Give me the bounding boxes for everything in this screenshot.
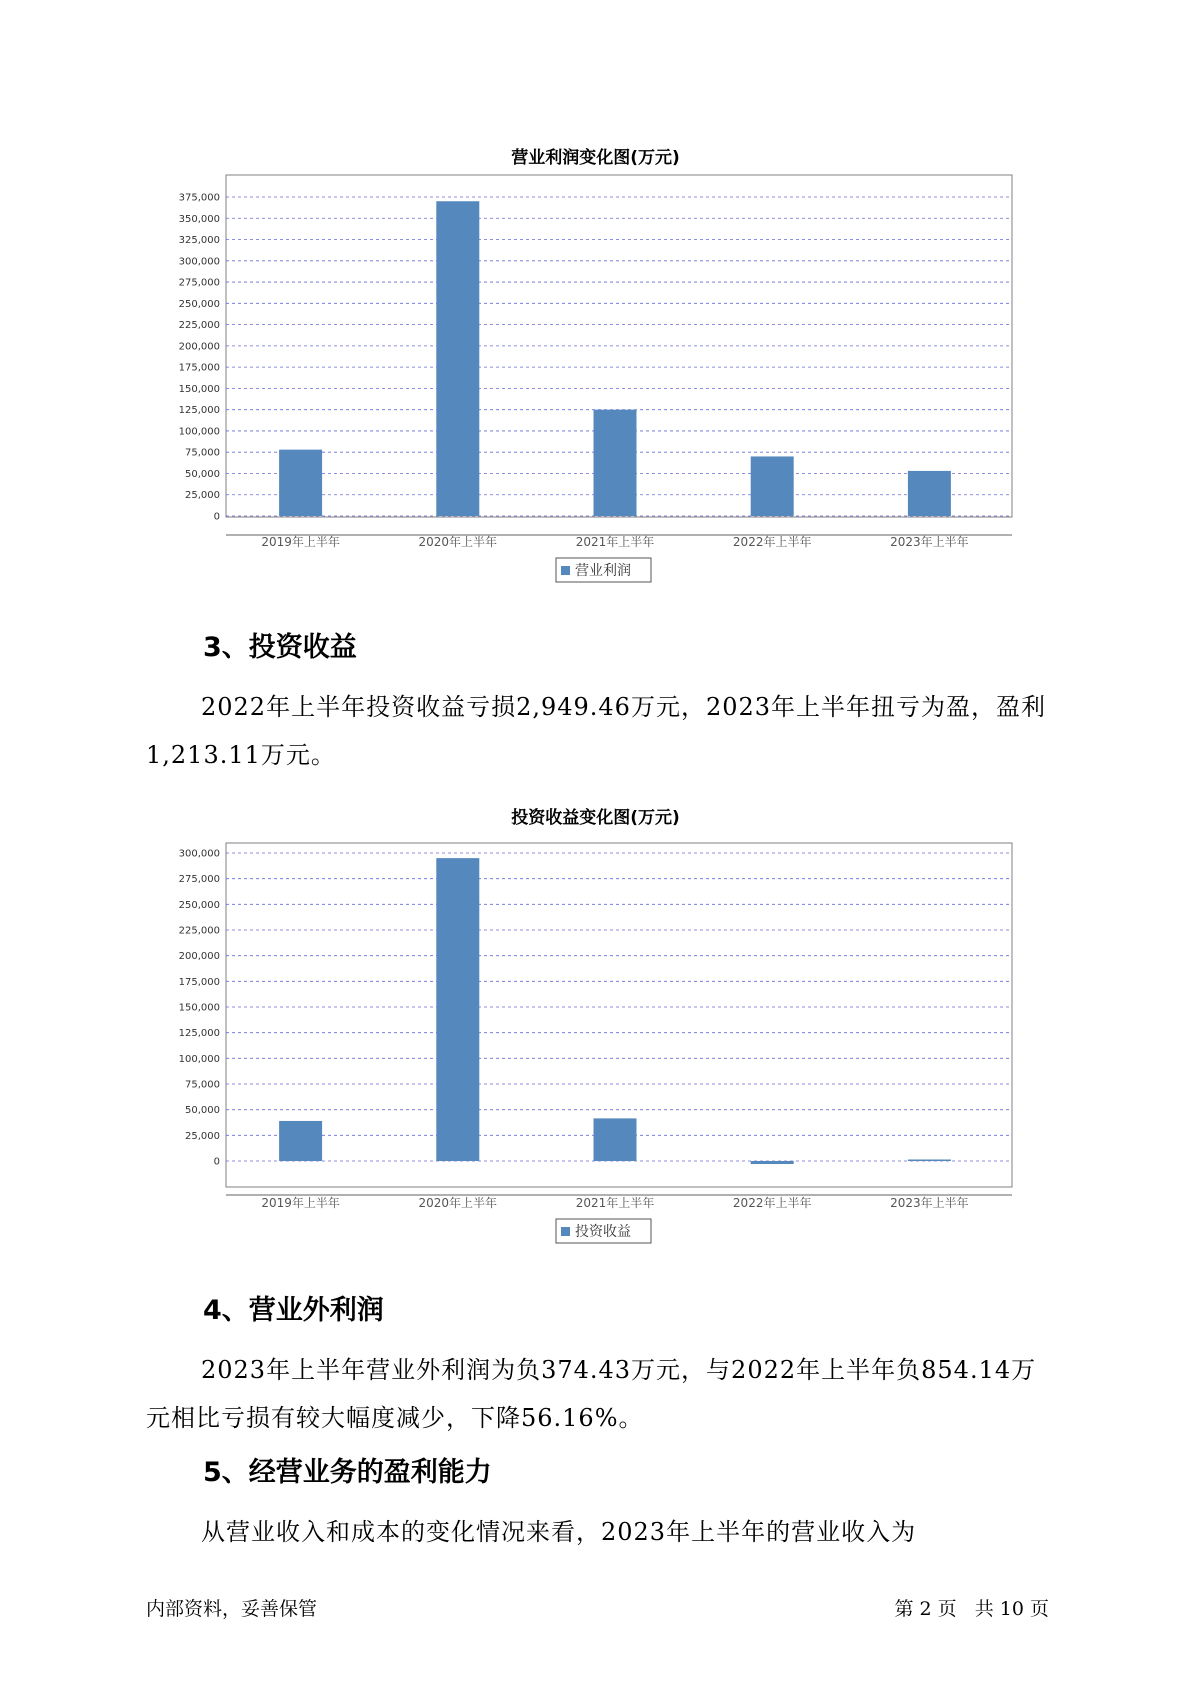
x-category-label: 2019年上半年	[261, 1196, 340, 1210]
y-tick-label: 375,000	[178, 192, 220, 204]
y-tick-label: 150,000	[178, 383, 220, 395]
y-tick-label: 175,000	[178, 362, 220, 374]
x-category-label: 2021年上半年	[575, 1196, 655, 1210]
bar-4	[751, 456, 794, 516]
y-tick-label: 200,000	[178, 951, 220, 963]
legend-label: 营业利润	[575, 563, 631, 579]
x-category-label: 2019年上半年	[261, 535, 340, 549]
y-tick-label: 225,000	[178, 925, 220, 937]
legend-swatch	[561, 566, 570, 575]
bar-3	[594, 1118, 637, 1161]
y-tick-label: 150,000	[178, 1002, 220, 1014]
investment-income-chart	[0, 825, 1191, 1255]
x-category-label: 2020年上半年	[418, 535, 498, 549]
y-tick-label: 200,000	[178, 341, 220, 353]
x-category-label: 2022年上半年	[732, 1196, 812, 1210]
bar-3	[594, 410, 637, 516]
y-tick-label: 275,000	[178, 277, 220, 289]
y-tick-label: 75,000	[185, 1079, 220, 1091]
y-tick-label: 0	[213, 511, 220, 523]
section-heading-non-operating-profit: 4、营业外利润	[203, 1295, 384, 1326]
x-category-label: 2021年上半年	[575, 535, 655, 549]
x-category-label: 2023年上半年	[890, 1196, 969, 1210]
y-tick-label: 250,000	[178, 899, 220, 911]
y-tick-label: 250,000	[178, 298, 220, 310]
y-tick-label: 325,000	[178, 235, 220, 247]
chart-title-operating-profit: 营业利润变化图(万元)	[511, 148, 680, 168]
bar-2	[436, 201, 479, 516]
bar-4	[751, 1161, 794, 1164]
x-category-label: 2020年上半年	[418, 1196, 498, 1210]
section-heading-profitability: 5、经营业务的盈利能力	[203, 1457, 492, 1488]
legend-swatch	[561, 1227, 570, 1236]
y-tick-label: 25,000	[185, 1130, 220, 1142]
operating-profit-chart	[0, 165, 1191, 595]
section-paragraph-non-operating-profit: 2023年上半年营业外利润为负374.43万元，与2022年上半年负854.14万元相比亏损有较大幅度减少，下降56.16%。	[146, 1356, 1037, 1432]
y-tick-label: 100,000	[178, 1053, 220, 1065]
y-tick-label: 175,000	[178, 976, 220, 988]
section-paragraph-investment-income: 2022年上半年投资收益亏损2,949.46万元，2023年上半年扭亏为盈，盈利1,213.11万元。	[146, 693, 1047, 769]
bar-1	[279, 1121, 322, 1161]
section-paragraph-profitability: 从营业收入和成本的变化情况来看，2023年上半年的营业收入为	[201, 1518, 917, 1546]
y-tick-label: 300,000	[178, 256, 220, 268]
bar-1	[279, 450, 322, 516]
y-tick-label: 25,000	[185, 490, 220, 502]
legend-label: 投资收益	[575, 1224, 631, 1240]
y-tick-label: 100,000	[178, 426, 220, 438]
y-tick-label: 225,000	[178, 320, 220, 332]
y-tick-label: 75,000	[185, 447, 220, 459]
y-tick-label: 125,000	[178, 1028, 220, 1040]
y-tick-label: 50,000	[185, 1105, 220, 1117]
y-tick-label: 350,000	[178, 213, 220, 225]
y-tick-label: 300,000	[178, 848, 220, 860]
y-tick-label: 275,000	[178, 874, 220, 886]
y-tick-label: 50,000	[185, 468, 220, 480]
footer-page-number: 第 2 页 共 10 页	[894, 1598, 1049, 1620]
y-tick-label: 0	[213, 1156, 220, 1168]
bar-2	[436, 858, 479, 1161]
footer-confidential-note: 内部资料，妥善保管	[146, 1598, 318, 1620]
x-category-label: 2023年上半年	[890, 535, 969, 549]
chart-title-investment-income: 投资收益变化图(万元)	[511, 808, 680, 828]
y-tick-label: 125,000	[178, 405, 220, 417]
x-category-label: 2022年上半年	[732, 535, 812, 549]
bar-5	[908, 1160, 951, 1162]
section-heading-investment-income: 3、投资收益	[203, 632, 357, 663]
bar-5	[908, 471, 951, 516]
